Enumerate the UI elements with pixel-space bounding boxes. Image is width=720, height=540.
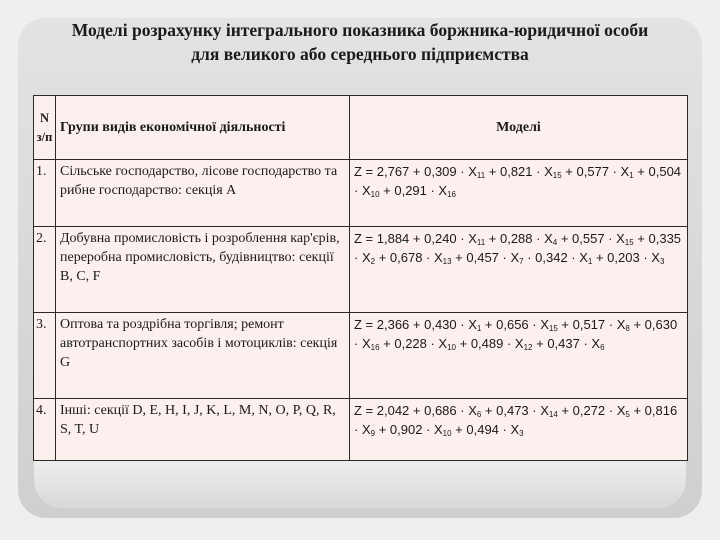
formula-text: + 0,821 · X (485, 164, 553, 179)
row-group: Інші: секції D, E, H, I, J, K, L, M, N, O, P, Q, R, S, T, U (56, 399, 350, 461)
table-header-row (34, 96, 688, 160)
formula-text: Z = 2,767 + 0,309 · X (354, 164, 477, 179)
formula-text: · 0,342 · X (523, 250, 588, 265)
formula-text: + 0,577 · X (561, 164, 630, 179)
formula-text: Z = 1,884 + 0,240 · X (354, 231, 477, 246)
row-number: 4. (34, 399, 56, 461)
formula-text: + 0,228 · X (379, 336, 448, 351)
table-row (34, 399, 688, 461)
formula-subscript: 15 (552, 171, 562, 180)
formula-text: + 0,288 · X (485, 231, 553, 246)
formula-subscript: 12 (523, 343, 533, 352)
formula-subscript: 16 (370, 343, 380, 352)
formula-subscript: 3 (519, 429, 524, 438)
header-number: N з/п (34, 96, 56, 160)
table-row (34, 160, 688, 227)
formula-subscript: 6 (600, 343, 605, 352)
row-model-formula (350, 399, 688, 461)
row-number: 1. (34, 160, 56, 227)
formula-subscript: 10 (442, 429, 452, 438)
formula-subscript: 11 (476, 171, 486, 180)
formula-subscript: 2 (370, 257, 376, 266)
formula-subscript: 1 (587, 257, 593, 266)
header-models: Моделі (350, 96, 688, 160)
formula-text: + 0,656 · X (481, 317, 549, 332)
formula-text: + 0,517 · X (557, 317, 626, 332)
formula-text: + 0,557 · X (557, 231, 625, 246)
formula-text: + 0,437 · X (532, 336, 601, 351)
formula-text: + 0,457 · X (451, 250, 520, 265)
row-model-formula (350, 313, 688, 399)
formula-subscript: 1 (629, 171, 634, 180)
formula-subscript: 10 (370, 190, 380, 199)
formula-subscript: 4 (552, 238, 558, 247)
formula-text: + 0,489 · X (456, 336, 524, 351)
formula-text: Z = 2,366 + 0,430 · X (354, 317, 477, 332)
formula-text: + 0,678 · X (375, 250, 443, 265)
row-model-formula (350, 227, 688, 313)
formula-subscript: 10 (447, 343, 457, 352)
row-model-formula (350, 160, 688, 227)
formula-text: + 0,335 · X (354, 231, 682, 265)
formula-text: + 0,902 · X (375, 422, 443, 437)
formula-text: + 0,473 · X (481, 403, 549, 418)
formula-text: + 0,816 · X (354, 403, 678, 437)
formula-subscript: 3 (659, 257, 665, 266)
models-table (33, 95, 688, 461)
formula-subscript: 6 (476, 410, 482, 419)
formula-subscript: 14 (548, 410, 558, 419)
row-group: Сільське господарство, лісове господарство та рибне господарство: секція A (56, 160, 350, 227)
formula-subscript: 7 (519, 257, 524, 266)
formula-text: + 0,272 · X (557, 403, 626, 418)
formula-subscript: 16 (447, 190, 457, 199)
row-group: Добувна промисловість і розроблення кар'єрів, переробна промисловість, будівництво: секції B, C, F (56, 227, 350, 313)
formula-subscript: 13 (442, 257, 452, 266)
formula-subscript: 5 (625, 410, 630, 419)
formula-subscript: 8 (625, 324, 630, 333)
header-groups: Групи видів економічної діяльності (56, 96, 350, 160)
formula-subscript: 9 (370, 429, 376, 438)
row-number: 3. (34, 313, 56, 399)
table-row (34, 227, 688, 313)
row-group: Оптова та роздрібна торгівля; ремонт автотранспортних засобів і мотоциклів: секція G (56, 313, 350, 399)
row-number: 2. (34, 227, 56, 313)
slide-title: Моделі розрахунку інтегрального показника боржника-юридичної особи для великого або середнього підприємства (71, 20, 649, 64)
formula-subscript: 15 (624, 238, 634, 247)
formula-subscript: 1 (476, 324, 482, 333)
formula-text: + 0,504 · X (354, 164, 682, 198)
formula-text: + 0,203 · X (592, 250, 660, 265)
table-row (34, 313, 688, 399)
formula-subscript: 15 (548, 324, 558, 333)
formula-subscript: 11 (476, 238, 486, 247)
formula-text: + 0,291 · X (379, 183, 448, 198)
formula-text: + 0,630 · X (354, 317, 678, 351)
formula-text: + 0,494 · X (451, 422, 520, 437)
formula-text: Z = 2,042 + 0,686 · X (354, 403, 477, 418)
